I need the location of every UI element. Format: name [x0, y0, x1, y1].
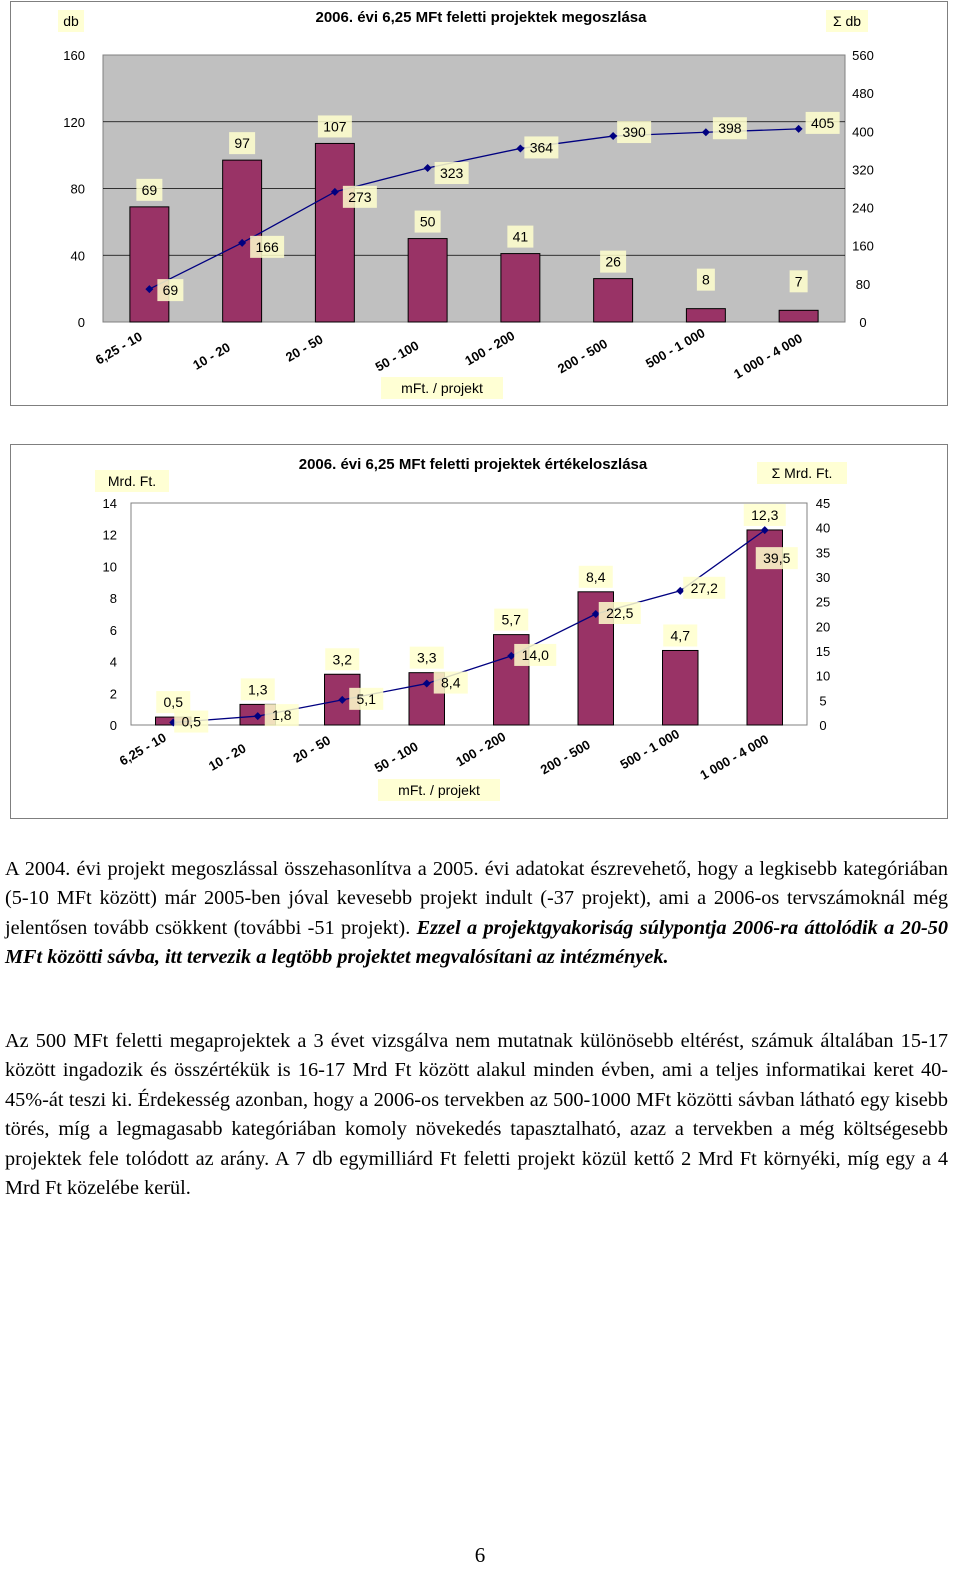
y-tick-label: 40: [70, 248, 85, 264]
y2-tick-label: 10: [815, 668, 831, 684]
bar-data-label: 107: [323, 118, 347, 135]
y-axis-label: db: [63, 13, 79, 29]
y2-axis-label: Σ db: [832, 13, 862, 29]
y2-tick-label: 40: [815, 520, 831, 536]
y-tick-label: 0: [109, 718, 117, 733]
x-axis-label: mFt. / projekt: [401, 380, 483, 396]
y-tick-label: 10: [102, 559, 117, 575]
bar-data-label: 8,4: [586, 568, 606, 585]
y2-tick-label: 20: [815, 619, 831, 635]
line-data-label: 1,8: [272, 707, 292, 724]
x-tick-label: 50 - 100: [372, 337, 422, 375]
x-tick-label: 1 000 - 4 000: [697, 731, 772, 783]
y2-tick-label: 240: [852, 200, 874, 216]
bar: [779, 310, 818, 322]
x-tick-label: 200 - 500: [537, 736, 593, 778]
x-tick-label: 20 - 50: [282, 331, 326, 365]
paragraph-megaprojects: Az 500 MFt feletti megaprojektek a 3 évet vizsgálva nem mutatnak különösebb eltérést, számuk általában 15-17 között ingadozik és összértékük is 16-17 Mrd Ft között alakul minden évben, ami a teljes informatikai keret 40-45%-át teszi ki. Érdekesség azonban, hogy a 2006-os tervekben az 500-1000 MFt közötti sávban látható egy kisebb törés, míg a legmagasabb kategóriában komoly növekedés tapasztalható, azaz a tervekben a még költségesebb projektek fele tolódott az arány. A 7 db egymilliárd Ft feletti projekt közül kettő 2 Mrd Ft környéki, míg egy a 4 Mrd Ft közelébe kerül.: [5, 1030, 948, 1200]
bar: [408, 239, 447, 322]
x-tick-label: 20 - 50: [290, 732, 334, 766]
line-data-label: 273: [348, 188, 372, 205]
bar: [315, 143, 354, 322]
chart-title: 2006. évi 6,25 MFt feletti projektek megoszlása: [315, 9, 647, 26]
bar-data-label: 3,2: [332, 651, 352, 668]
x-axis-label: mFt. / projekt: [398, 782, 480, 798]
y2-axis-label: Σ Mrd. Ft.: [771, 465, 833, 481]
y2-tick-label: 0: [819, 718, 827, 733]
bar: [686, 309, 725, 322]
chart-project-count-svg: [11, 2, 947, 405]
x-tick-label: 6,25 - 10: [116, 729, 169, 769]
bar: [594, 279, 633, 322]
bar: [130, 207, 169, 322]
y-tick-label: 120: [63, 114, 85, 130]
line-data-label: 390: [622, 124, 646, 141]
x-tick-label: 50 - 100: [371, 738, 421, 776]
bar-data-label: 7: [794, 273, 803, 290]
x-tick-label: 6,25 - 10: [92, 328, 145, 368]
line-data-label: 69: [162, 282, 179, 299]
line-data-label: 364: [529, 139, 554, 156]
chart-project-count: [10, 1, 948, 406]
y-tick-label: 4: [109, 654, 117, 670]
x-tick-label: 10 - 20: [190, 339, 233, 373]
y2-tick-label: 560: [852, 48, 874, 63]
line-data-label: 27,2: [690, 579, 718, 596]
x-tick-label: 500 - 1 000: [617, 726, 682, 773]
paragraph-comparison-text: A 2004. évi projekt megoszlással összehasonlítva a 2005. évi adatokat észrevehető, hogy a legkisebb kategóriában (5-10 MFt között) már 2005-ben jóval kevesebb projekt indult (-37 projekt), ami a 2006-os tervszámoknál még jelentősen tovább csökkent (további -51 projekt).: [5, 858, 948, 939]
y2-tick-label: 480: [852, 86, 874, 102]
line-data-label: 39,5: [763, 550, 791, 567]
y2-tick-label: 400: [852, 124, 874, 140]
x-tick-label: 100 - 200: [462, 327, 518, 369]
y-axis-label: Mrd. Ft.: [107, 473, 157, 489]
line-data-label: 323: [439, 164, 464, 181]
bar-data-label: 69: [141, 181, 158, 198]
bar-data-label: 12,3: [751, 506, 779, 523]
paragraph-comparison-emphasis: Ezzel a projektgyakoriság súlypontja 2006-ra áttolódik a 20-50 MFt közötti sávba, itt tervezik a legtöbb projektet megvalósítani az intézmények.: [5, 916, 948, 969]
y2-tick-label: 160: [852, 238, 874, 254]
y2-tick-label: 80: [855, 276, 871, 292]
bar: [663, 650, 698, 725]
y2-tick-label: 35: [815, 545, 831, 561]
line-data-label: 8,4: [441, 674, 461, 691]
line-data-label: 405: [810, 114, 835, 131]
y-tick-label: 14: [102, 496, 117, 511]
y2-tick-label: 320: [852, 162, 874, 178]
x-tick-label: 1 000 - 4 000: [731, 330, 805, 382]
chart-project-value-svg: [11, 445, 947, 818]
x-tick-label: 100 - 200: [453, 728, 509, 770]
bar-data-label: 97: [234, 135, 250, 152]
bar-data-label: 41: [512, 228, 529, 245]
y-tick-label: 6: [109, 622, 117, 638]
line-data-label: 0,5: [181, 713, 201, 730]
y2-tick-label: 5: [819, 693, 827, 709]
line-data-label: 398: [718, 120, 742, 137]
x-tick-label: 10 - 20: [205, 740, 249, 774]
x-tick-label: 500 - 1 000: [643, 325, 708, 372]
bar-data-label: 3,3: [417, 649, 437, 666]
line-data-label: 5,1: [356, 690, 376, 707]
bar-data-label: 5,7: [501, 611, 521, 628]
y2-tick-label: 15: [815, 644, 831, 659]
bar-data-label: 50: [419, 213, 436, 230]
y-tick-label: 160: [63, 48, 85, 63]
x-tick-label: 200 - 500: [554, 335, 611, 377]
y-tick-label: 0: [77, 315, 85, 330]
plot-area: [131, 503, 807, 725]
line-data-label: 22,5: [606, 605, 634, 621]
bar-data-label: 0,5: [163, 694, 183, 711]
bar-data-label: 1,3: [248, 681, 268, 698]
y-tick-label: 2: [109, 686, 117, 702]
y2-tick-label: 45: [815, 496, 831, 511]
paragraph-comparison: [5, 855, 948, 973]
bar-data-label: 26: [605, 253, 621, 270]
y-tick-label: 12: [102, 527, 117, 543]
y-tick-label: 80: [70, 181, 85, 197]
line-data-label: 166: [255, 238, 279, 255]
chart-title: 2006. évi 6,25 MFt feletti projektek értékeloszlása: [298, 456, 648, 473]
line-data-label: 14,0: [521, 646, 549, 663]
y2-tick-label: 25: [815, 594, 831, 610]
chart-project-value: [10, 444, 948, 819]
page-number: 6: [474, 1543, 486, 1567]
y2-tick-label: 0: [859, 315, 867, 330]
y2-tick-label: 30: [815, 570, 831, 585]
bar-data-label: 4,7: [670, 627, 690, 644]
bar: [501, 254, 540, 322]
y-tick-label: 8: [109, 591, 117, 607]
bar-data-label: 8: [701, 271, 710, 288]
